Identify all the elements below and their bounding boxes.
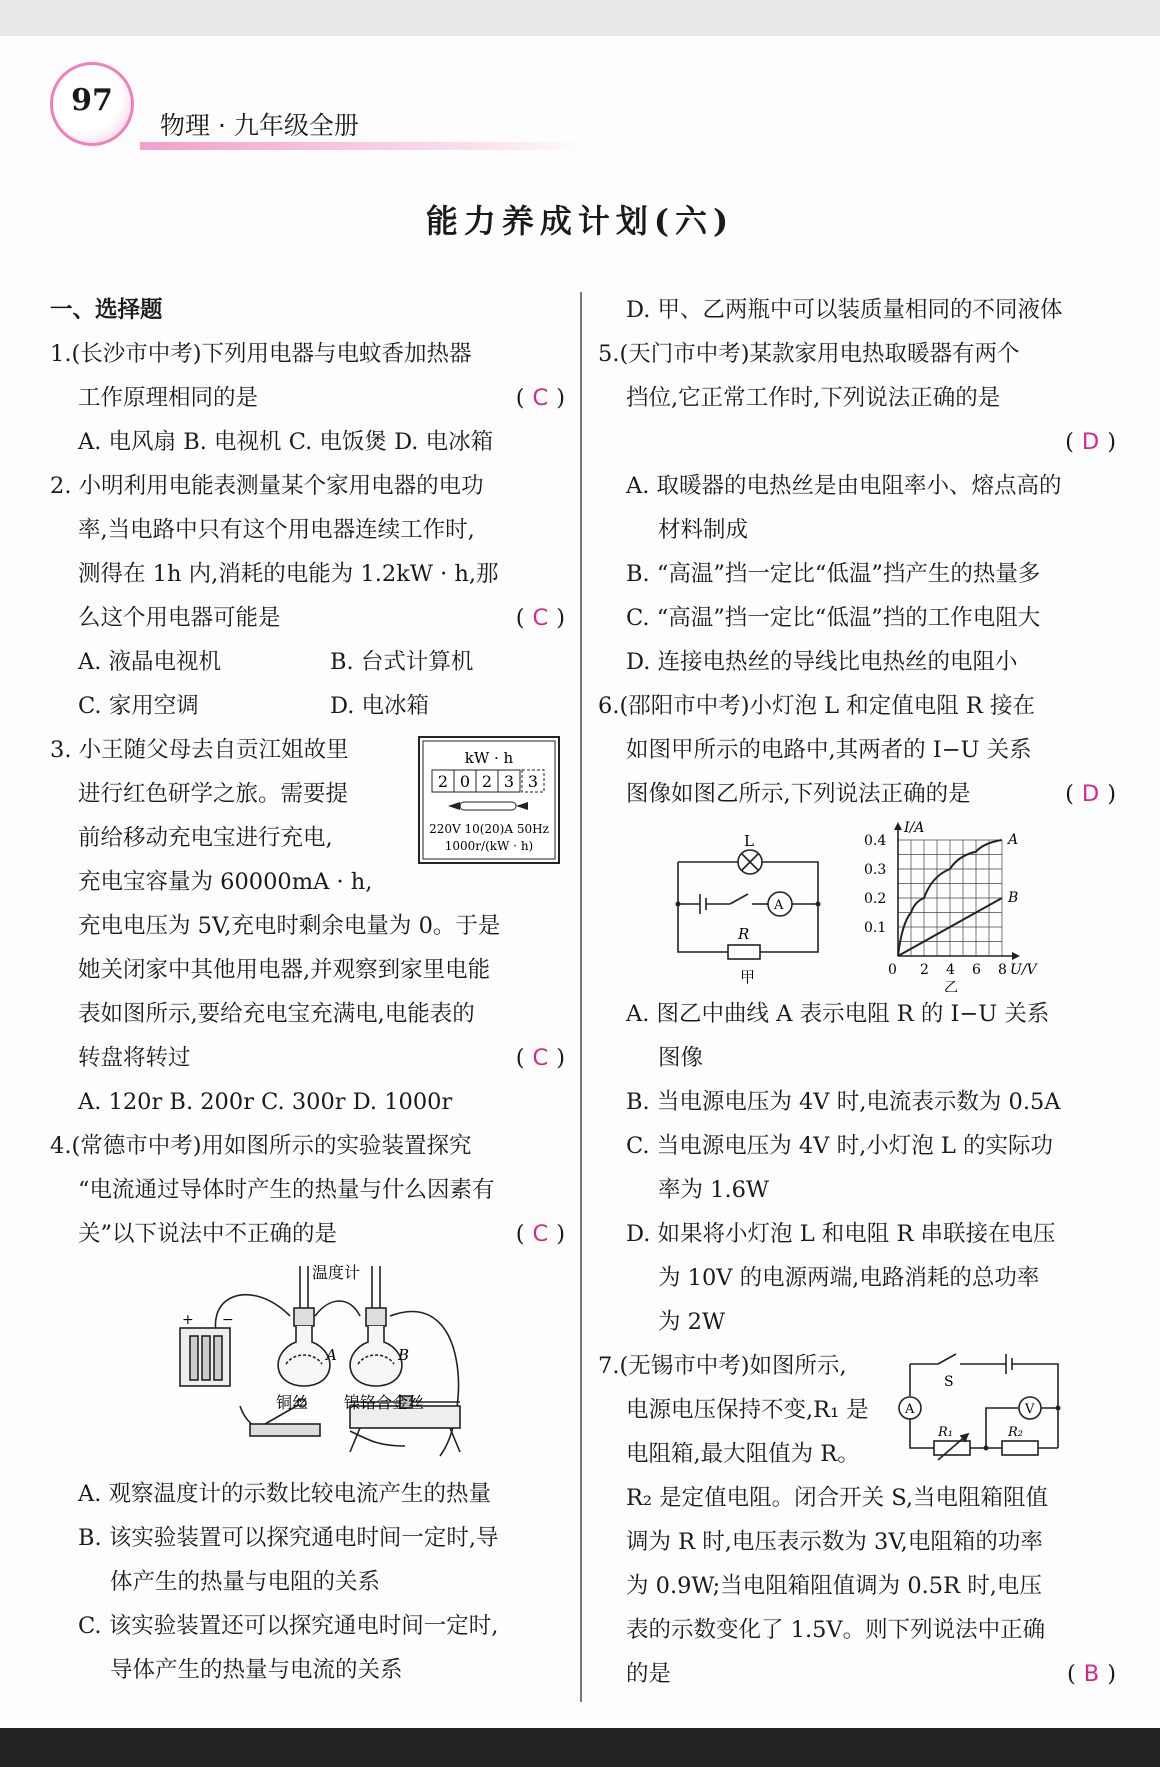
q1-answer: ( C ) <box>515 385 565 411</box>
copper-wire-label: 铜丝 <box>276 1393 309 1412</box>
meter-spec2: 1000r/(kW · h) <box>444 839 534 853</box>
q5-optB: B. “高温”挡一定比“低温”挡产生的热量多 <box>626 561 1041 587</box>
subject-title: 物理 · 九年级全册 <box>160 111 359 140</box>
section-heading: 一、选择题 <box>50 297 163 323</box>
q3-line7: 表如图所示,要给充电宝充满电,电能表的 <box>78 1001 475 1027</box>
x-tick-label: 6 <box>972 962 981 978</box>
meter-digit: 3 <box>527 772 539 791</box>
lamp-label: L <box>744 832 754 850</box>
voltmeter-label: V <box>1025 1402 1035 1417</box>
flask-a-label: A <box>326 1346 337 1364</box>
series-B-label: B <box>1008 890 1019 906</box>
q3-line3: 前给移动充电宝进行充电, <box>78 825 333 851</box>
q4-optD: D. 甲、乙两瓶中可以装质量相同的不同液体 <box>626 297 1063 323</box>
q6-optD1: D. 如果将小灯泡 L 和电阻 R 串联接在电压 <box>626 1221 1056 1247</box>
q4-optC2: 导体产生的热量与电流的关系 <box>110 1657 403 1683</box>
chart-axes <box>894 822 1020 960</box>
meter-spec1: 220V 10(20)A 50Hz <box>429 822 549 836</box>
r1-label: R₁ <box>938 1425 953 1440</box>
energy-meter-figure <box>418 736 560 864</box>
y-axis-arrow <box>894 822 902 830</box>
q1-options: A. 电风扇 B. 电视机 C. 电饭煲 D. 电冰箱 <box>78 429 494 455</box>
q7-line3: 电阻箱,最大阻值为 R。 <box>626 1441 860 1467</box>
q4-optB2: 体产生的热量与电阻的关系 <box>110 1569 381 1595</box>
q6-line1: 6.(邵阳市中考)小灯泡 L 和定值电阻 R 接在 <box>598 693 1036 719</box>
q6-line3: 图像如图乙所示,下列说法正确的是 ( D ) <box>598 772 1116 816</box>
page-title: 能力养成计划(六) <box>425 202 735 240</box>
x-axis-label: U/V <box>1010 962 1037 978</box>
bottom-edge <box>0 1728 1160 1767</box>
ammeter-label: A <box>774 898 784 913</box>
heat-experiment-figure <box>50 1256 565 1472</box>
y-axis-label: I/A <box>904 820 925 836</box>
y-tick-label: 0.1 <box>864 920 887 936</box>
battery-minus-label: − <box>222 1312 234 1328</box>
iu-chart <box>858 816 1068 992</box>
q7-line4: R₂ 是定值电阻。闭合开关 S,当电阻箱阻值 <box>626 1485 1049 1511</box>
circuit-q7-figure <box>898 1352 1074 1462</box>
q7-block <box>598 1344 1116 1476</box>
q7-line2: 电源电压保持不变,R₁ 是 <box>626 1397 869 1423</box>
q3-line6: 她关闭家中其他用电器,并观察到家里电能 <box>78 957 491 983</box>
q3-line1: 3. 小王随父母去自贡江姐故里 <box>50 737 349 763</box>
q7-line7: 表的示数变化了 1.5V。则下列说法中正确 <box>626 1617 1046 1643</box>
q5-line1: 5.(天门市中考)某款家用电热取暖器有两个 <box>598 341 1020 367</box>
q5-line2: 挡位,它正常工作时,下列说法正确的是 <box>626 385 1001 411</box>
q7-line5: 调为 R 时,电压表示数为 3V,电阻箱的功率 <box>626 1529 1043 1555</box>
header-decoration <box>140 142 580 150</box>
meter-digit: 2 <box>481 772 493 791</box>
q6-optD2: 为 10V 的电源两端,电路消耗的总功率 <box>658 1265 1040 1291</box>
y-tick-label: 0.4 <box>864 833 887 849</box>
meter-unit: kW · h <box>464 749 514 767</box>
y-tick-label: 0.3 <box>864 862 887 878</box>
meter-digit: 2 <box>437 772 449 791</box>
meter-digit: 0 <box>459 772 471 791</box>
q6-optA2: 图像 <box>658 1045 704 1071</box>
r2-label: R₂ <box>1008 1425 1023 1440</box>
circuit-caption: 甲 <box>740 968 756 986</box>
q2-options-cd: C. 家用空调 D. 电冰箱 <box>78 693 430 719</box>
q2-line1: 2. 小明利用电能表测量某个家用电器的电功 <box>50 473 484 499</box>
q3-line4: 充电宝容量为 60000mA · h, <box>78 869 373 895</box>
thermometer-label: 温度计 <box>312 1263 361 1282</box>
q7-line8: 的是 ( B ) <box>598 1652 1116 1696</box>
left-column <box>50 288 565 1692</box>
q3-answer: ( C ) <box>515 1045 565 1071</box>
q6-optA1: A. 图乙中曲线 A 表示电阻 R 的 I−U 关系 <box>626 1001 1050 1027</box>
q6-line2: 如图甲所示的电路中,其两者的 I−U 关系 <box>626 737 1032 763</box>
q4-optC1: C. 该实验装置还可以探究通电时间一定时, <box>78 1613 499 1639</box>
battery-plus-label: + <box>182 1312 194 1328</box>
q3-block <box>50 728 565 904</box>
resistor-label: R <box>738 925 750 943</box>
page-number-badge <box>50 62 134 146</box>
q2-answer: ( C ) <box>515 605 565 631</box>
x-tick-label: 0 <box>888 962 897 978</box>
q6-optD3: 为 2W <box>658 1309 726 1335</box>
q3-line5: 充电电压为 5V,充电时剩余电量为 0。于是 <box>78 913 501 939</box>
q2-line2: 率,当电路中只有这个用电器连续工作时, <box>78 517 475 543</box>
q6-figures <box>598 816 1116 992</box>
q5-optA1: A. 取暖器的电热丝是由电阻率小、熔点高的 <box>626 473 1062 499</box>
column-divider <box>580 292 582 1702</box>
right-column <box>598 288 1116 1696</box>
x-tick-label: 8 <box>998 962 1007 978</box>
top-edge <box>0 0 1160 36</box>
q1-line1: 1.(长沙市中考)下列用电器与电蚊香加热器 <box>50 341 472 367</box>
ammeter-label: A <box>905 1402 915 1417</box>
chart-grid <box>898 840 1002 956</box>
x-axis-arrow <box>1012 952 1020 960</box>
q5-optD: D. 连接电热丝的导线比电热丝的电阻小 <box>626 649 1018 675</box>
q4-optA: A. 观察温度计的示数比较电流产生的热量 <box>78 1481 492 1507</box>
q5-answer-line <box>598 420 1116 464</box>
q3-line2: 进行红色研学之旅。需要提 <box>78 781 349 807</box>
q4-line3: 关”以下说法中不正确的是 ( C ) <box>50 1212 565 1256</box>
chart-series <box>898 832 1018 956</box>
q6-optC2: 率为 1.6W <box>658 1177 770 1203</box>
q6-optB: B. 当电源电压为 4V 时,电流表示数为 0.5A <box>626 1089 1061 1115</box>
q7-line6: 为 0.9W;当电阻箱阻值调为 0.5R 时,电压 <box>626 1573 1042 1599</box>
circuit-jia-figure <box>668 822 828 988</box>
q5-answer: ( D ) <box>1065 429 1116 455</box>
y-tick-label: 0.2 <box>864 891 887 907</box>
q4-line1: 4.(常德市中考)用如图所示的实验装置探究 <box>50 1133 472 1159</box>
flask-b-label: B <box>398 1346 410 1364</box>
q1-line2: 工作原理相同的是 ( C ) <box>50 376 565 420</box>
meter-digit: 3 <box>503 772 515 791</box>
q7-line1: 7.(无锡市中考)如图所示, <box>598 1353 847 1379</box>
series-A-label: A <box>1008 832 1019 848</box>
q3-line8: 转盘将转过 ( C ) <box>50 1036 565 1080</box>
page-number: 97 <box>71 83 113 118</box>
q6-answer: ( D ) <box>1065 781 1116 807</box>
q2-options-ab: A. 液晶电视机 B. 台式计算机 <box>78 649 474 675</box>
q4-answer: ( C ) <box>515 1221 565 1247</box>
x-tick-label: 2 <box>920 962 929 978</box>
nichrome-wire-label: 镍铬合金丝 <box>344 1393 425 1412</box>
x-tick-label: 4 <box>946 962 955 978</box>
q2-line3: 测得在 1h 内,消耗的电能为 1.2kW · h,那 <box>78 561 499 587</box>
chart-caption: 乙 <box>944 980 958 992</box>
q4-optB1: B. 该实验装置可以探究通电时间一定时,导 <box>78 1525 499 1551</box>
q4-line2: “电流通过导体时产生的热量与什么因素有 <box>78 1177 495 1203</box>
q5-optA2: 材料制成 <box>658 517 749 543</box>
q6-optC1: C. 当电源电压为 4V 时,小灯泡 L 的实际功 <box>626 1133 1053 1159</box>
switch-label: S <box>944 1374 954 1390</box>
q2-line4: 么这个用电器可能是 ( C ) <box>50 596 565 640</box>
q5-optC: C. “高温”挡一定比“低温”挡的工作电阻大 <box>626 605 1041 631</box>
q3-options: A. 120r B. 200r C. 300r D. 1000r <box>78 1089 453 1115</box>
q7-answer: ( B ) <box>1067 1661 1116 1687</box>
